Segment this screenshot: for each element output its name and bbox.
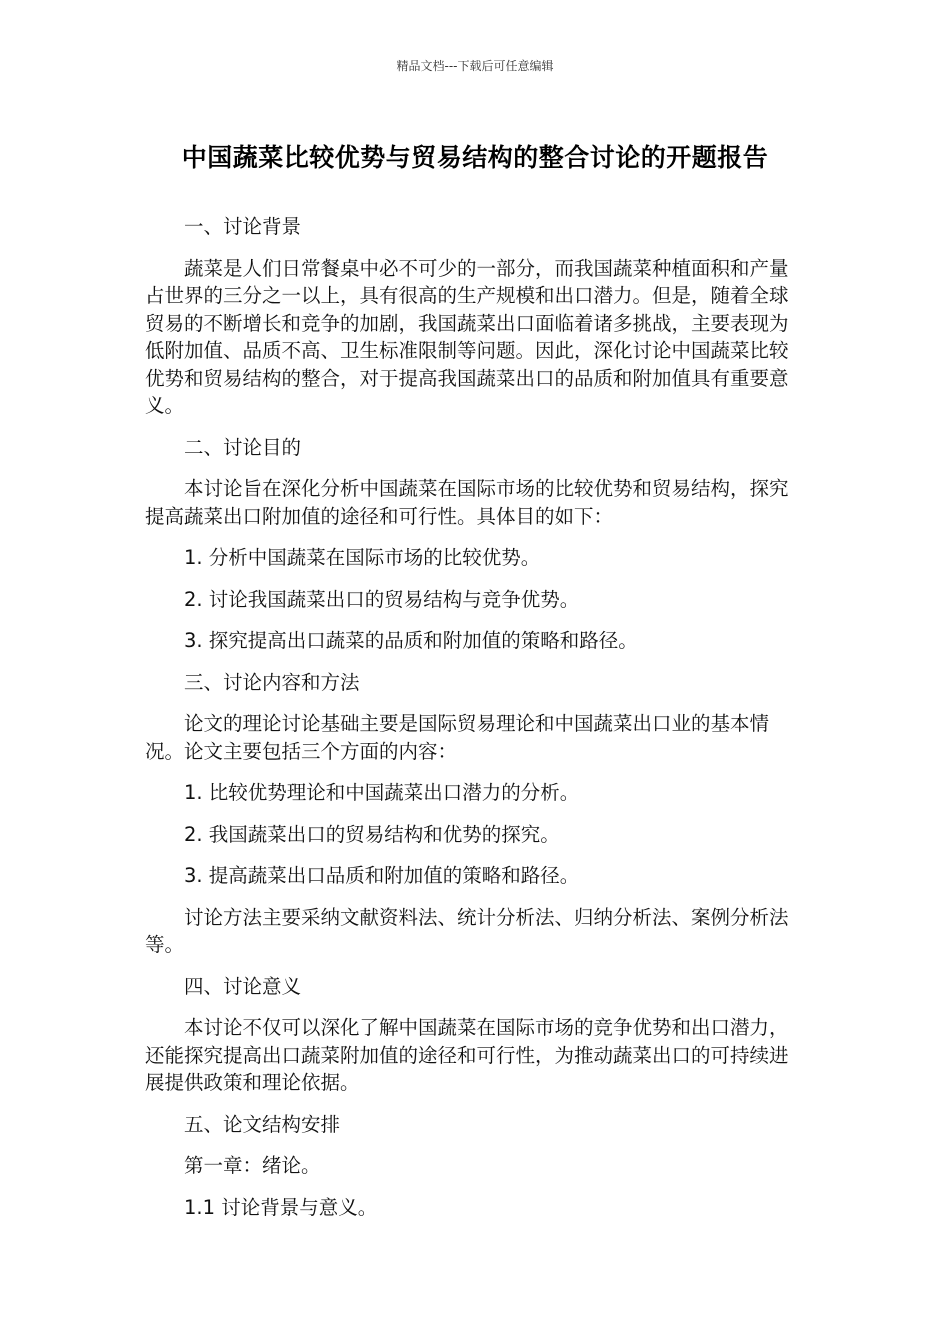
- paragraph-content: 论文的理论讨论基础主要是国际贸易理论和中国蔬菜出口业的基本情况。论文主要包括三个方面的内容：: [145, 712, 770, 763]
- list-item: 2. 我国蔬菜出口的贸易结构和优势的探究。: [184, 822, 560, 846]
- paragraph-method: 讨论方法主要采纳文献资料法、统计分析法、归纳分析法、案例分析法等。: [145, 905, 789, 956]
- section-heading-structure: 五、论文结构安排: [184, 1112, 341, 1136]
- document-body: [145, 213, 805, 1235]
- chapter-heading: 第一章：绪论。: [184, 1154, 321, 1177]
- paragraph-purpose: 本讨论旨在深化分析中国蔬菜在国际市场的比较优势和贸易结构，探究提高蔬菜出口附加值的途径和可行性。具体目的如下：: [145, 477, 789, 528]
- document-title: 中国蔬菜比较优势与贸易结构的整合讨论的开题报告: [181, 143, 769, 172]
- list-item: 2. 讨论我国蔬菜出口的贸易结构与竞争优势。: [184, 587, 580, 611]
- page-header: 精品文档---下载后可任意编辑: [396, 59, 554, 73]
- paragraph-significance: 本讨论不仅可以深化了解中国蔬菜在国际市场的竞争优势和出口潜力，还能探究提高出口蔬菜附加值的途径和可行性，为推动蔬菜出口的可持续进展提供政策和理论依据。: [145, 1016, 789, 1094]
- section-heading-significance: 四、讨论意义: [184, 974, 302, 998]
- section-heading-background: 一、讨论背景: [184, 215, 302, 238]
- section-heading-content-method: 三、讨论内容和方法: [184, 670, 360, 694]
- list-item: 1. 比较优势理论和中国蔬菜出口潜力的分析。: [184, 781, 580, 804]
- subsection-heading: 1.1 讨论背景与意义。: [184, 1195, 378, 1219]
- list-item: 3. 探究提高出口蔬菜的品质和附加值的策略和路径。: [184, 629, 638, 652]
- list-item: 3. 提高蔬菜出口品质和附加值的策略和路径。: [184, 864, 580, 887]
- list-item: 1. 分析中国蔬菜在国际市场的比较优势。: [184, 546, 541, 569]
- section-heading-purpose: 二、讨论目的: [184, 435, 302, 459]
- paragraph-background: 蔬菜是人们日常餐桌中必不可少的一部分，而我国蔬菜种植面积和产量占世界的三分之一以上，具有很高的生产规模和出口潜力。但是，随着全球贸易的不断增长和竞争的加剧，我国蔬菜出口面临着诸多挑战，主要表现为低附加值、品质不高、卫生标准限制等问题。因此，深化讨论中国蔬菜比较优势和贸易结构的整合，对于提高我国蔬菜出口的品质和附加值具有重要意义。: [145, 256, 789, 417]
